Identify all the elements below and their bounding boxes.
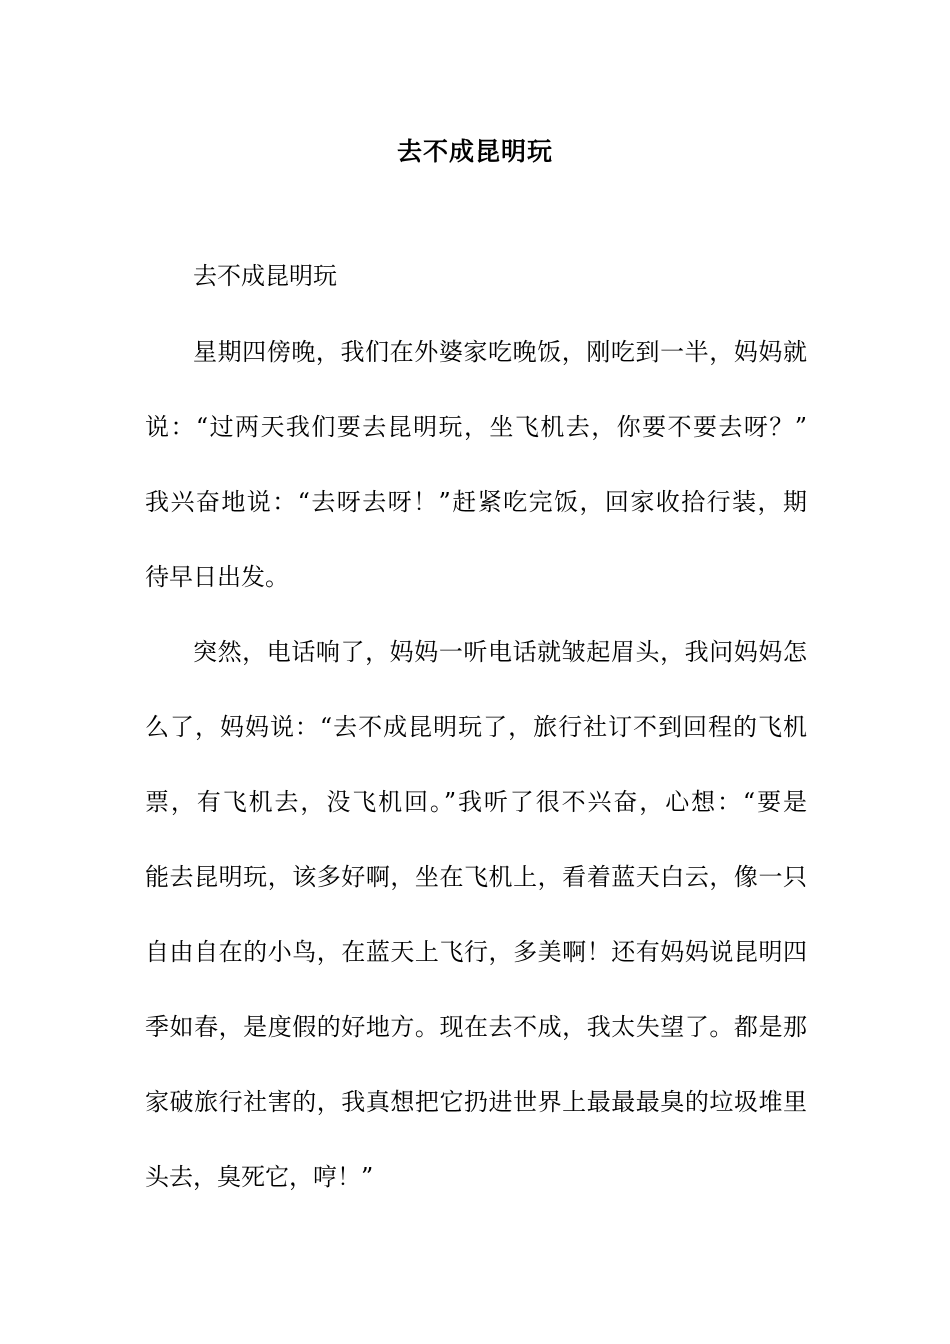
paragraph-line: 待早日出发。 [145, 563, 289, 591]
document-title: 去不成昆明玩 [396, 137, 553, 166]
paragraph-line: 自由自在的小鸟，在蓝天上飞行，多美啊！还有妈妈说昆明四 [145, 938, 807, 966]
paragraph-line: 说：“过两天我们要去昆明玩，坐飞机去，你要不要去呀？” [145, 413, 807, 441]
paragraph-line: 么了，妈妈说：“去不成昆明玩了，旅行社订不到回程的飞机 [145, 713, 807, 741]
paragraph-line: 能去昆明玩，该多好啊，坐在飞机上，看着蓝天白云，像一只 [145, 863, 807, 891]
paragraph-heading-line: 去不成昆明玩 [193, 262, 337, 290]
paragraph-line: 星期四傍晚，我们在外婆家吃晚饭，刚吃到一半，妈妈就 [193, 338, 807, 366]
paragraph-line: 票，有飞机去，没飞机回。”我听了很不兴奋，心想：“要是 [145, 788, 807, 816]
paragraph-line: 家破旅行社害的，我真想把它扔进世界上最最最臭的垃圾堆里 [145, 1088, 807, 1116]
paragraph-line: 季如春，是度假的好地方。现在去不成，我太失望了。都是那 [145, 1013, 807, 1041]
paragraph-line: 头去，臭死它，哼！” [145, 1163, 374, 1191]
paragraph-line: 突然，电话响了，妈妈一听电话就皱起眉头，我问妈妈怎 [193, 638, 807, 666]
paragraph-line: 我兴奋地说：“去呀去呀！”赶紧吃完饭，回家收拾行装，期 [145, 488, 807, 516]
